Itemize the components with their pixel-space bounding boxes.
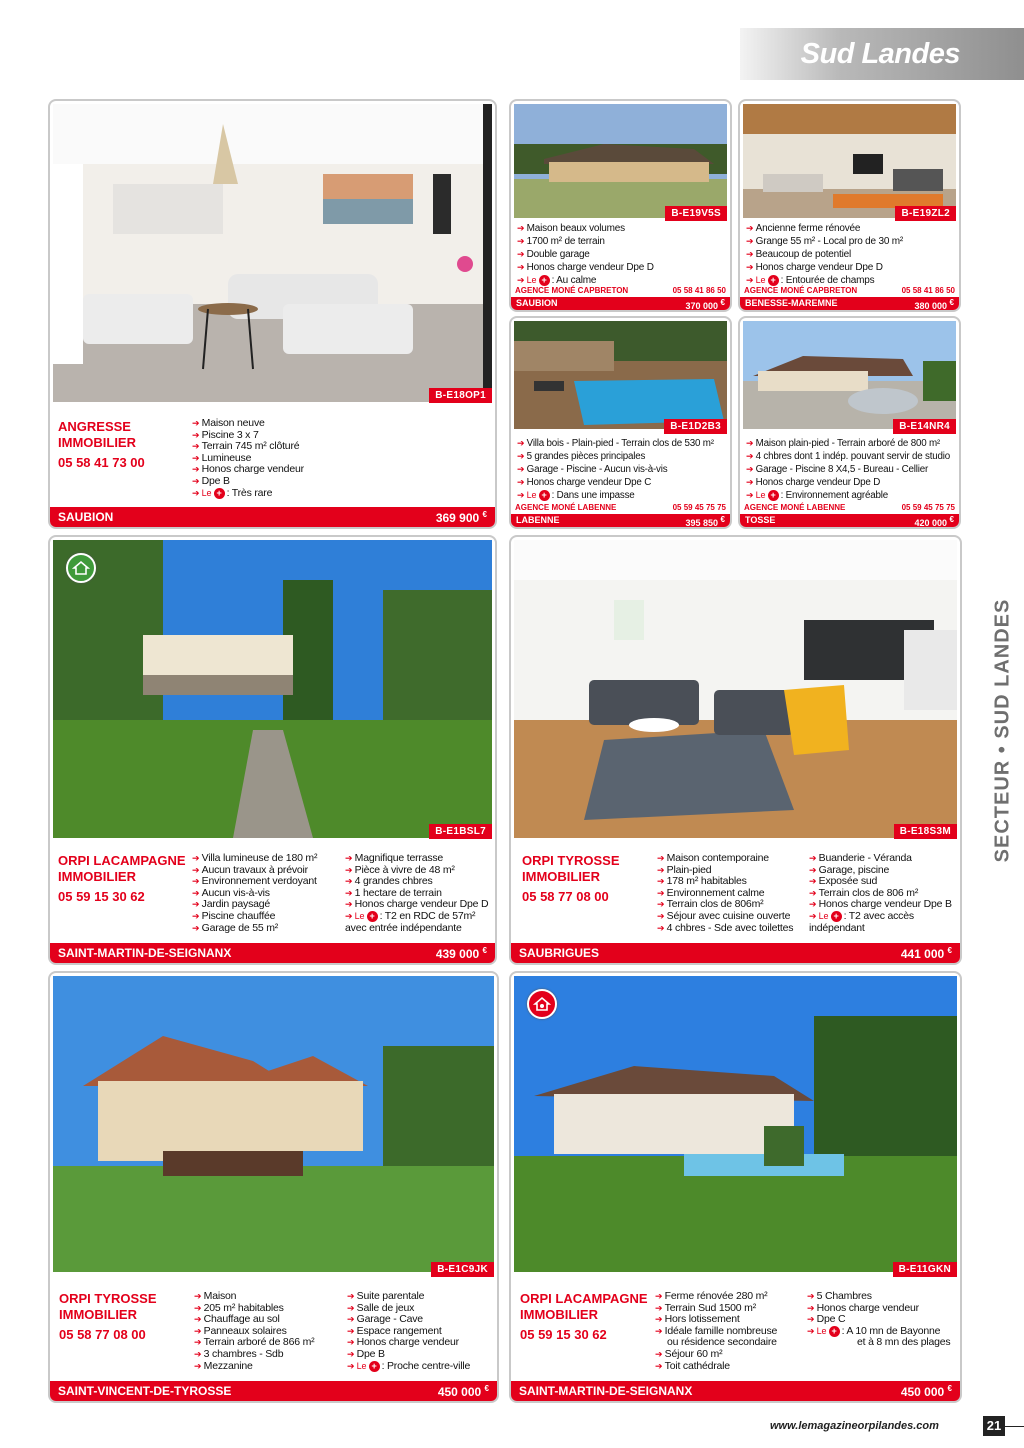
listing-price: 370 000 €	[685, 298, 725, 311]
listing-price: 450 000 €	[900, 1384, 952, 1399]
agency-name: ORPI TYROSSE IMMOBILIER	[59, 1291, 157, 1322]
listing-footer	[740, 514, 959, 527]
listing-price: 395 850 €	[685, 515, 725, 528]
reference-code: B-E19ZL2	[895, 206, 956, 221]
listing-card[interactable]	[738, 316, 961, 529]
page-rule	[1005, 1426, 1024, 1427]
feature-list-secondary: ➔ Suite parentale ➔ Salle de jeux ➔ Garage - Cave ➔ Espace rangement ➔ Honos charge vendeur ➔ Dpe B ➔ Le + : Proche centre-ville	[347, 1291, 470, 1372]
listing-city: SAUBION	[58, 510, 114, 524]
listing-price: 450 000 €	[437, 1384, 489, 1399]
villa-garden-photo	[53, 540, 492, 838]
plus-note: ➔ Le + : Entourée de champs	[746, 274, 903, 287]
listing-footer	[511, 297, 730, 310]
plus-note: ➔ Le + : T2 avec accès	[809, 911, 952, 923]
feature-list-secondary: ➔ Buanderie - Véranda ➔ Garage, piscine ➔ Exposée sud ➔ Terrain clos de 806 m² ➔ Honos charge vendeur Dpe B ➔ Le + : T2 avec accès indépendant	[809, 853, 952, 934]
feature-list: ➔ Ferme rénovée 280 m² ➔ Terrain Sud 1500 m² ➔ Hors lotissement ➔ Idéale famille nombreuse ou résidence secondaire ➔ Séjour 60 m² ➔ Toit cathédrale	[655, 1291, 777, 1372]
plus-icon: +	[539, 275, 550, 286]
listing-city: LABENNE	[516, 515, 560, 525]
listing-price: 369 900 €	[435, 510, 487, 525]
agency-block	[522, 853, 652, 905]
plus-icon: +	[768, 490, 779, 501]
plus-icon: +	[367, 911, 378, 922]
listing-footer	[511, 943, 960, 963]
agent-name: AGENCE MONÉ CAPBRETON	[744, 286, 858, 295]
agency-block	[58, 419, 188, 471]
plus-icon: +	[829, 1326, 840, 1337]
agency-name: ORPI TYROSSE IMMOBILIER	[522, 853, 620, 884]
pool-photo	[514, 321, 727, 429]
listing-card[interactable]	[509, 316, 732, 529]
reference-code: B-E1BSL7	[429, 824, 492, 839]
listing-card[interactable]	[509, 99, 732, 312]
listing-city: TOSSE	[745, 515, 776, 525]
listing-price: 439 000 €	[435, 946, 487, 961]
plus-note: ➔ Le + : Très rare	[192, 488, 304, 500]
listing-price: 420 000 €	[914, 515, 954, 528]
plus-note: ➔ Le + : Proche centre-ville	[347, 1361, 470, 1373]
feature-list: ➔ Maison neuve ➔ Piscine 3 x 7 ➔ Terrain 745 m² clôturé ➔ Lumineuse ➔ Honos charge vendeur ➔ Dpe B ➔ Le + : Très rare	[192, 418, 304, 499]
listing-footer	[511, 1381, 960, 1401]
listing-city: SAUBION	[516, 298, 558, 308]
listing-footer	[50, 507, 495, 527]
feature-list: ➔ Ancienne ferme rénovée ➔ Grange 55 m² - Local pro de 30 m² ➔ Beaucoup de potentiel ➔ Honos charge vendeur Dpe D ➔ Le + : Entourée de champs	[746, 222, 903, 287]
agency-phone[interactable]: 05 58 41 73 00	[58, 455, 145, 470]
reference-code: B-E19V5S	[665, 206, 727, 221]
agent-name: AGENCE MONÉ LABENNE	[515, 503, 617, 512]
listing-city: SAINT-MARTIN-DE-SEIGNANX	[58, 946, 232, 960]
reference-code: B-E11GKN	[893, 1262, 957, 1277]
listing-price: 441 000 €	[900, 946, 952, 961]
living-room-photo	[514, 540, 957, 838]
agency-phone[interactable]: 05 58 77 08 00	[59, 1327, 146, 1342]
plus-icon: +	[369, 1361, 380, 1372]
listing-footer	[50, 943, 495, 963]
agency-block	[520, 1291, 650, 1343]
plus-icon: +	[831, 911, 842, 922]
feature-list-secondary: ➔ Magnifique terrasse ➔ Pièce à vivre de 48 m² ➔ 4 grandes chbres ➔ 1 hectare de terrain ➔ Honos charge vendeur Dpe D ➔ Le + : T2 en RDC de 57m² avec entrée indépendante	[345, 853, 488, 934]
plus-note: ➔ Le + : Environnement agréable	[746, 489, 950, 502]
reference-code: B-E18S3M	[894, 824, 957, 839]
agent-phone[interactable]: 05 58 41 86 50	[901, 286, 955, 295]
listing-card[interactable]	[509, 971, 962, 1403]
plus-note: ➔ Le + : T2 en RDC de 57m²	[345, 911, 488, 923]
house-garden-photo	[53, 976, 494, 1272]
living-room-photo	[53, 104, 492, 402]
listing-card[interactable]	[509, 535, 962, 965]
agent-phone[interactable]: 05 59 45 75 75	[901, 503, 955, 512]
reference-code: B-E14NR4	[893, 419, 956, 434]
agent-phone[interactable]: 05 59 45 75 75	[672, 503, 726, 512]
agency-phone[interactable]: 05 58 77 08 00	[522, 889, 609, 904]
agency-phone[interactable]: 05 59 15 30 62	[520, 1327, 607, 1342]
reference-code: B-E1D2B3	[664, 419, 727, 434]
red-house-heart-icon	[527, 989, 557, 1019]
agent-name: AGENCE MONÉ LABENNE	[744, 503, 846, 512]
section-header	[740, 28, 1024, 80]
feature-list: ➔ Maison ➔ 205 m² habitables ➔ Chauffage au sol ➔ Panneaux solaires ➔ Terrain arboré de 866 m² ➔ 3 chambres - Sdb ➔ Mezzanine	[194, 1291, 314, 1372]
plus-icon: +	[768, 275, 779, 286]
agency-name: ANGRESSE IMMOBILIER	[58, 419, 136, 450]
agency-name: ORPI LACAMPAGNE IMMOBILIER	[520, 1291, 648, 1322]
plus-icon: +	[214, 488, 225, 499]
house-photo	[743, 321, 956, 429]
agency-block	[59, 1291, 189, 1343]
section-title: Sud Landes	[800, 38, 960, 70]
listing-card[interactable]	[48, 971, 499, 1403]
green-house-icon	[66, 553, 96, 583]
listing-city: SAINT-MARTIN-DE-SEIGNANX	[519, 1384, 693, 1398]
plus-icon: +	[539, 490, 550, 501]
listing-card[interactable]	[738, 99, 961, 312]
feature-list: ➔ Maison contemporaine ➔ Plain-pied ➔ 178 m² habitables ➔ Environnement calme ➔ Terrain clos de 806m² ➔ Séjour avec cuisine ouverte ➔ 4 chbres - Sde avec toilettes	[657, 853, 793, 934]
feature-list: ➔ Maison plain-pied - Terrain arboré de 800 m² ➔ 4 chbres dont 1 indép. pouvant servir de studio ➔ Garage - Piscine 8 X4,5 - Bureau - Cellier ➔ Honos charge vendeur Dpe D ➔ Le + : Environnement agréable	[746, 437, 950, 502]
agent-line	[744, 503, 955, 512]
listing-footer	[50, 1381, 497, 1401]
reference-code: B-E18OP1	[429, 388, 492, 403]
listing-city: BENESSE-MAREMNE	[745, 298, 838, 308]
listing-footer	[740, 297, 959, 310]
listing-footer	[511, 514, 730, 527]
website-link[interactable]: www.lemagazineorpilandes.com	[770, 1420, 939, 1432]
agency-block	[58, 853, 188, 905]
plus-note: ➔ Le + : A 10 mn de Bayonne	[807, 1326, 950, 1338]
listing-city: SAUBRIGUES	[519, 946, 600, 960]
listing-card[interactable]	[48, 535, 497, 965]
agency-name: ORPI LACAMPAGNE IMMOBILIER	[58, 853, 186, 884]
page-number: 21	[983, 1416, 1005, 1436]
listing-card[interactable]	[48, 99, 497, 529]
farmhouse-pool-photo	[514, 976, 957, 1272]
agent-line	[744, 286, 955, 295]
agent-line	[515, 503, 726, 512]
agent-phone[interactable]: 05 58 41 86 50	[672, 286, 726, 295]
feature-list: ➔ Maison beaux volumes ➔ 1700 m² de terrain ➔ Double garage ➔ Honos charge vendeur Dpe D ➔ Le + : Au calme	[517, 222, 654, 287]
feature-list-secondary: ➔ 5 Chambres ➔ Honos charge vendeur ➔ Dpe C ➔ Le + : A 10 mn de Bayonne et à 8 mn des plages	[807, 1291, 950, 1349]
agent-line	[515, 286, 726, 295]
side-section-label: SECTEUR • SUD LANDES	[991, 598, 1014, 862]
listing-city: SAINT-VINCENT-DE-TYROSSE	[58, 1384, 232, 1398]
feature-list: ➔ Villa bois - Plain-pied - Terrain clos de 530 m² ➔ 5 grandes pièces principales ➔ Garage - Piscine - Aucun vis-à-vis ➔ Honos charge vendeur Dpe C ➔ Le + : Dans une impasse	[517, 437, 714, 502]
plus-note: ➔ Le + : Au calme	[517, 274, 654, 287]
listing-price: 380 000 €	[914, 298, 954, 311]
feature-list: ➔ Villa lumineuse de 180 m² ➔ Aucun travaux à prévoir ➔ Environnement verdoyant ➔ Aucun vis-à-vis ➔ Jardin paysagé ➔ Piscine chauffée ➔ Garage de 55 m²	[192, 853, 317, 934]
agent-name: AGENCE MONÉ CAPBRETON	[515, 286, 629, 295]
reference-code: B-E1C9JK	[431, 1262, 494, 1277]
interior-photo	[743, 104, 956, 218]
plus-note: ➔ Le + : Dans une impasse	[517, 489, 714, 502]
agency-phone[interactable]: 05 59 15 30 62	[58, 889, 145, 904]
house-photo	[514, 104, 727, 218]
